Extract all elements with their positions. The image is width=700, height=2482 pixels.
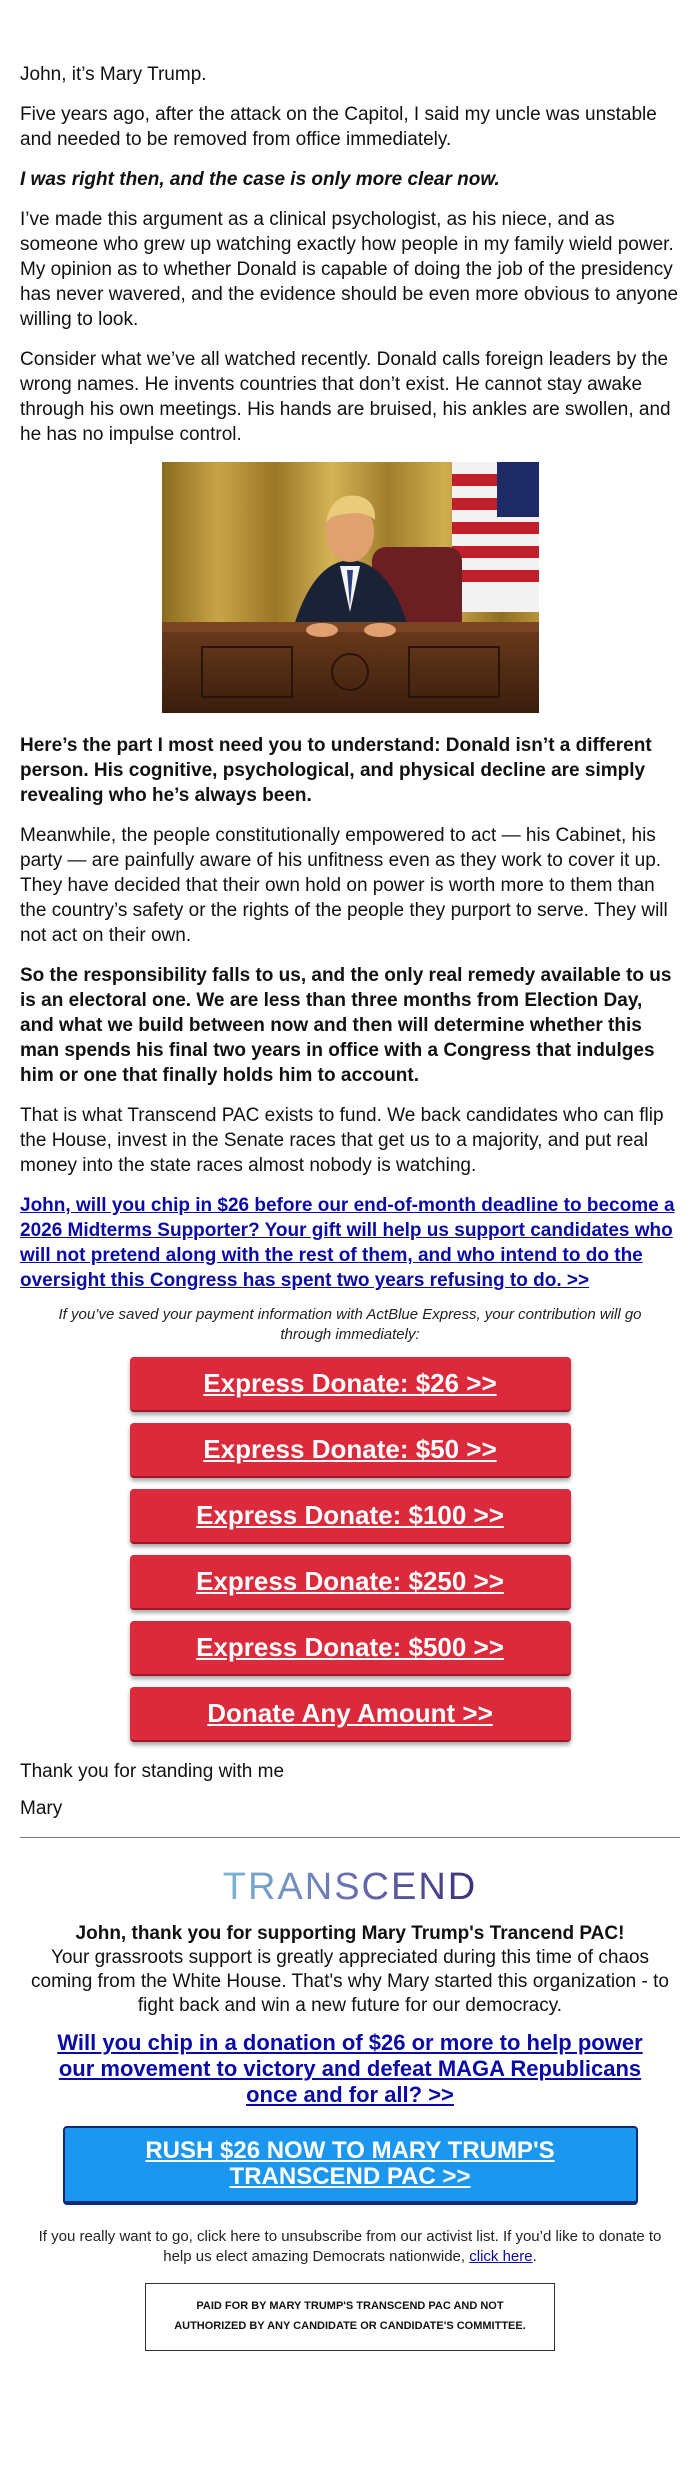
paragraph-responsibility: So the responsibility falls to us, and the only real remedy available to us is an electoral one. We are less than three months from Election Day, and what we build between now and then will determine whether this man spends his final two years in office with a Congress that indulges him or one that finally holds him to account.	[20, 965, 672, 1086]
express-donate-500-button[interactable]: Express Donate: $500 >>	[130, 1621, 571, 1676]
footer-donation-link[interactable]: Will you chip in a donation of $26 or more to help power our movement to victory and defeat MAGA Republicans once and for all? >>	[57, 2030, 643, 2107]
rush-26-button[interactable]: RUSH $26 NOW TO MARY TRUMP'S TRANSCEND PAC >>	[63, 2126, 638, 2205]
paragraph-cabinet: Meanwhile, the people constitutionally empowered to act — his Cabinet, his party — are painfully aware of his unfitness even as they work to cover it up. They have decided that their own hold on power is worth more to them than the country’s safety or the rights of the people they purport to serve. They will not act on their own.	[20, 825, 668, 946]
unsubscribe-text	[30, 2227, 670, 2267]
express-note: If you’ve saved your payment information with ActBlue Express, your contribution will go through immediately:	[58, 1306, 642, 1343]
divider	[20, 1837, 680, 1838]
greeting: John, it’s Mary Trump.	[20, 64, 207, 85]
unsubscribe-body: If you really want to go, click here to unsubscribe from our activist list. If you’d like to donate to help us elect amazing Democrats nationwide,	[38, 2228, 662, 2265]
donate-button-list	[20, 1357, 680, 1753]
express-donate-250-button[interactable]: Express Donate: $250 >>	[130, 1555, 571, 1610]
footer-thanks-bold: John, thank you for supporting Mary Trump's Trancend PAC!	[75, 1923, 625, 1944]
chip-in-link[interactable]: John, will you chip in $26 before our end-of-month deadline to become a 2026 Midterms Supporter? Your gift will help us support candidates who will not pretend along with the rest of them, and who intend to do the oversight this Congress has spent two years refusing to do. >>	[20, 1195, 675, 1291]
paragraph-3: I’ve made this argument as a clinical psychologist, as his niece, and as someone who grew up watching exactly how people in my family wield power. My opinion as to whether Donald is capable of doing the job of the presidency has never wavered, and the evidence should be even more obvious to anyone willing to look.	[20, 209, 679, 330]
footer-thanks	[30, 1922, 670, 2018]
signature: Mary	[20, 1798, 63, 1819]
express-donate-50-button[interactable]: Express Donate: $50 >>	[130, 1423, 571, 1478]
transcend-logo	[20, 1866, 680, 1906]
footer-thanks-body: Your grassroots support is greatly appreciated during this time of chaos coming from the White House. That's why Mary started this organization - to fight back and win a new future for our democracy.	[31, 1947, 669, 2016]
express-donate-26-button[interactable]: Express Donate: $26 >>	[130, 1357, 571, 1412]
paragraph-key-point: Here’s the part I most need you to understand: Donald isn’t a different person. His cognitive, psychological, and physical decline are simply revealing who he’s always been.	[20, 735, 652, 806]
oval-office-photo	[162, 462, 539, 713]
donate-any-amount-button[interactable]: Donate Any Amount >>	[130, 1687, 571, 1742]
paragraph-transcend: That is what Transcend PAC exists to fund. We back candidates who can flip the House, invest in the Senate races that get us to a majority, and put real money into the state races almost nobody is watching.	[20, 1105, 664, 1176]
express-donate-100-button[interactable]: Express Donate: $100 >>	[130, 1489, 571, 1544]
unsubscribe-end: .	[532, 2248, 537, 2265]
click-here-link[interactable]: click here	[469, 2248, 533, 2265]
paragraph-4: Consider what we’ve all watched recently. Donald calls foreign leaders by the wrong names. He invents countries that don’t exist. He cannot stay awake through his own meetings. His hands are bruised, his ankles are swollen, and he has no impulse control.	[20, 349, 671, 445]
logo-text: TRANSCEND	[222, 1866, 478, 1906]
paragraph-emphasis: I was right then, and the case is only more clear now.	[20, 169, 500, 190]
paid-for-disclaimer: PAID FOR BY MARY TRUMP'S TRANSCEND PAC AND NOT AUTHORIZED BY ANY CANDIDATE OR CANDIDATE'S COMMITTEE.	[145, 2283, 555, 2351]
thanks-line: Thank you for standing with me	[20, 1761, 285, 1782]
paragraph-1: Five years ago, after the attack on the Capitol, I said my uncle was unstable and needed to be removed from office immediately.	[20, 104, 657, 150]
